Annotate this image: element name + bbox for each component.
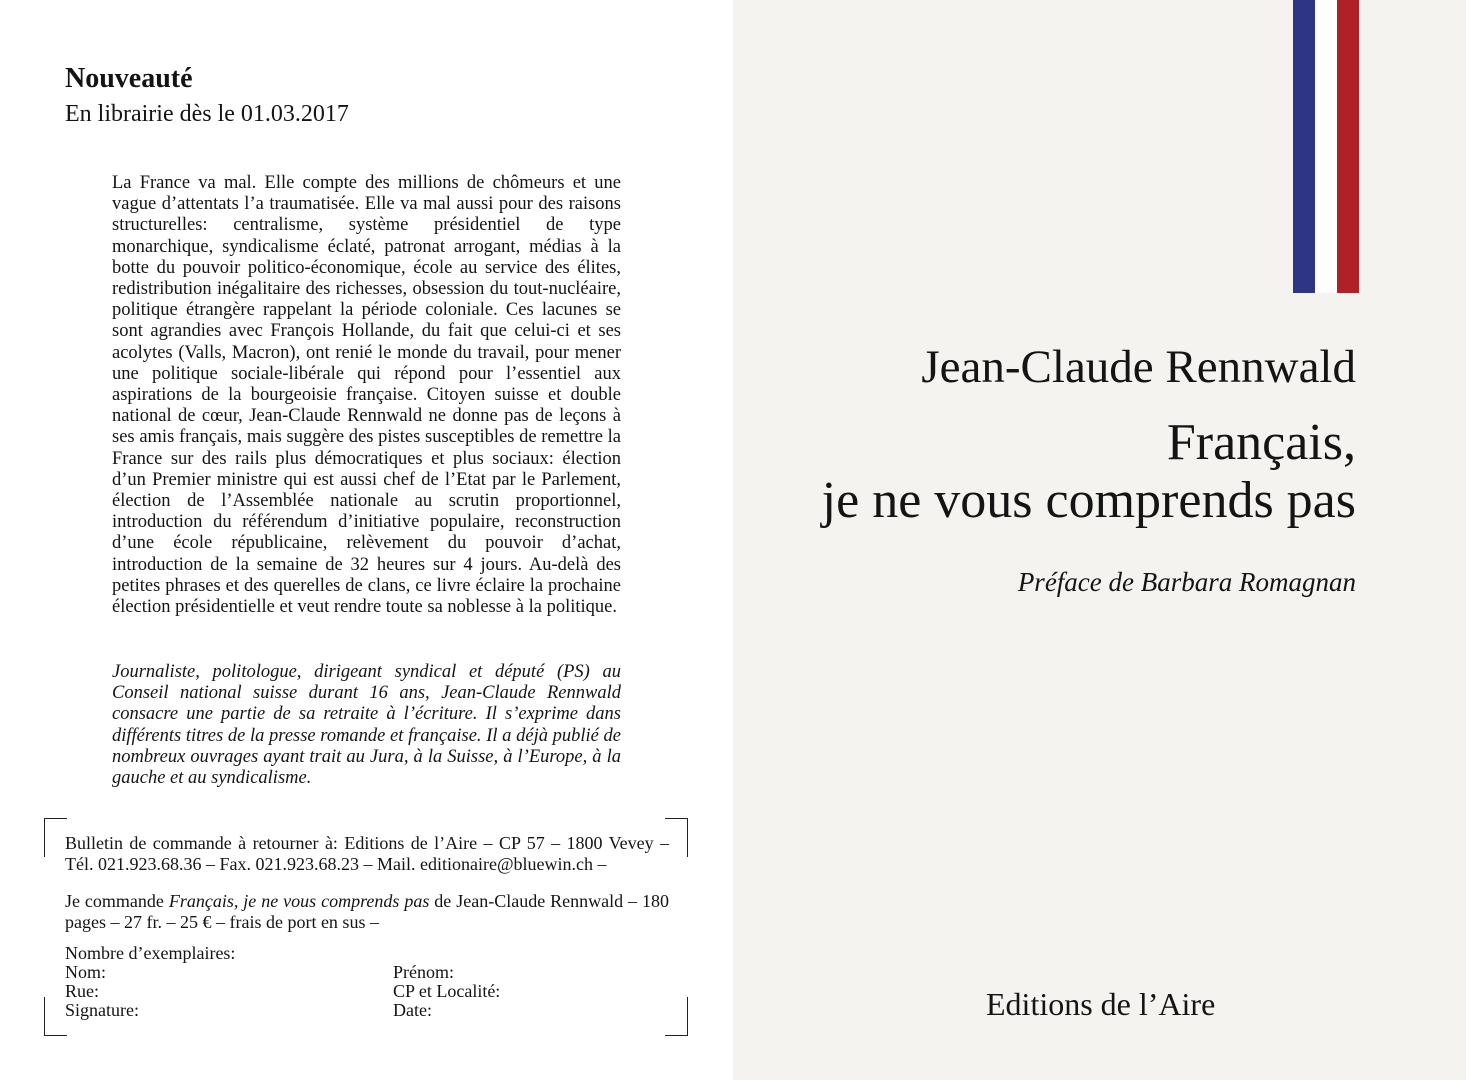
release-date: En librairie dès le 01.03.2017 [65, 101, 349, 127]
cover-publisher: Editions de l’Aire [986, 986, 1216, 1022]
postcode-city-field[interactable]: CP et Localité: [393, 981, 501, 1001]
page-title: Nouveauté [65, 63, 193, 94]
flag-stripe-red [1337, 0, 1359, 293]
date-field[interactable]: Date: [393, 1000, 432, 1020]
book-blurb: La France va mal. Elle compte des millions de chômeurs et une vague d’attentats l’a traumatisée. Elle va mal aussi pour des raisons structurelles: centralisme, système présidentiel de type monarchique, syndicalisme éclaté, patronat arrogant, médias à la botte du pouvoir politico-économique, école au service des élites, redistribution inégalitaire des richesses, obsession du tout-nucléaire, politique étrangère rappelant la période coloniale. Ces lacunes se sont agrandies avec François Hollande, du fait que celui-ci et ses acolytes (Valls, Macron), ont renié le monde du travail, pour mener une politique sociale-libérale qui répond pour l’essentiel aux aspirations de la bourgeoisie française. Citoyen suisse et double national de cœur, Jean-Claude Rennwald ne donne pas de leçons à ses amis français, mais suggère des pistes susceptibles de remettre la France sur des rails plus démocratiques et plus sociaux: élection d’un Premier ministre qui est aussi chef de l’Etat par le Parlement, élection de l’Assemblée nationale au scrutin proportionnel, introduction du référendum d’initiative populaire, reconstruction d’une école républicaine, relèvement du pouvoir d’achat, introduction de la semaine de 32 heures sur 4 jours. Au-delà des petites phrases et des querelles de clans, ce livre éclaire la prochaine élection présidentielle et veut rendre toute sa noblesse à la politique. [112, 173, 621, 618]
cover-title-line-1: Français, [1166, 414, 1356, 471]
corner-mark-bottom-right [665, 997, 688, 1036]
order-book-title: Français, je ne vous comprends pas [168, 891, 430, 911]
order-suffix: de Jean-Claude Rennwald – 180 pages – 27 fr. – 25 € – frais de port en sus – [65, 891, 670, 932]
flag-stripe-blue [1293, 0, 1315, 293]
corner-mark-bottom-left [44, 997, 67, 1036]
name-field[interactable]: Nom: [65, 962, 107, 982]
author-bio: Journaliste, politologue, dirigeant syndical et député (PS) au Conseil national suisse durant 16 ans, Jean-Claude Rennwald consacre une partie de sa retraite à l’écriture. Il s’exprime dans différents titres de la presse romande et française. Il a déjà publié de nombreux ouvrages ayant trait au Jura, à la Suisse, à l’Europe, à la gauche et au syndicalisme. [112, 662, 621, 789]
flag-stripe-white [1315, 0, 1337, 293]
signature-field[interactable]: Signature: [65, 1000, 139, 1020]
firstname-field[interactable]: Prénom: [393, 962, 454, 982]
street-field[interactable]: Rue: [65, 981, 99, 1001]
cover-preface: Préface de Barbara Romagnan [1017, 567, 1356, 597]
quantity-field[interactable]: Nombre d’exemplaires: [65, 943, 236, 963]
cover-title-line-2: je ne vous comprends pas [821, 472, 1356, 529]
order-form [44, 818, 688, 1036]
order-prefix: Je commande [65, 891, 169, 911]
order-line [65, 891, 669, 932]
corner-mark-top-left [44, 818, 67, 857]
order-return-info: Bulletin de commande à retourner à: Editions de l’Aire – CP 57 – 1800 Vevey – Tél. 021.923.68.36 – Fax. 021.923.68.23 – Mail. editionaire@bluewin.ch – [65, 833, 669, 874]
cover-author: Jean-Claude Rennwald [921, 341, 1356, 393]
